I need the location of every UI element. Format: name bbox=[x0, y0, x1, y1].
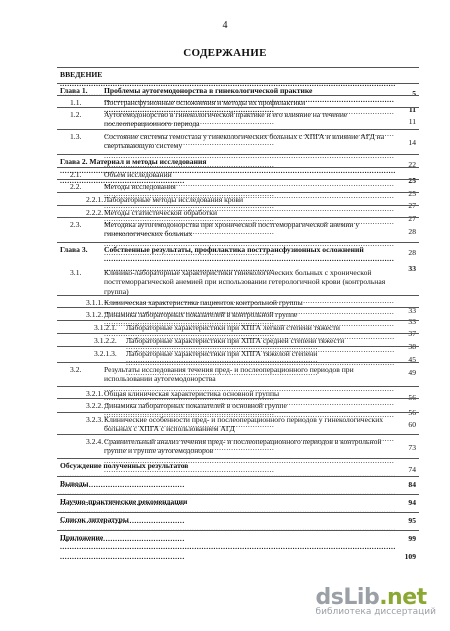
toc-entry-title: Объем исследований ..... bbox=[104, 170, 396, 198]
toc-entry-page: 28 bbox=[398, 227, 416, 236]
toc-entry-number: 2.2. bbox=[70, 182, 82, 191]
toc-entry-number: 2.2.2. bbox=[86, 208, 104, 217]
toc-entry-number: 3.2. bbox=[70, 365, 82, 374]
toc-entry-title: ВВЕДЕНИЕ ..... bbox=[60, 70, 396, 98]
toc-entry-title: Лабораторные методы исследования крови ..... bbox=[104, 195, 396, 223]
toc-entry-page: 14 bbox=[398, 138, 416, 147]
toc-entry-number: 2.2.1. bbox=[86, 195, 104, 204]
toc-entry-number: 3.1.1. bbox=[86, 298, 104, 307]
toc-entry-number: Глава 3. bbox=[60, 245, 88, 254]
toc-entry-page: 94 bbox=[398, 498, 416, 507]
toc-entry-title: Проблемы аутогемодонорства в гинекологической практике ..... bbox=[104, 86, 396, 114]
toc-entry-title: Результаты исследования течения пред- и послеоперационного периодов при использовании аутогемодонорства ..... bbox=[104, 365, 396, 403]
toc-entry-title: Собственные результаты, профилактика посттрансфузионных осложнений ..... bbox=[104, 245, 396, 273]
toc-entry-title: Динамика лабораторных показателей в основной группе ..... bbox=[104, 401, 396, 429]
toc-entry-title: Список литературы ..... bbox=[60, 515, 396, 543]
toc-entry-number: 3.2.1.3. bbox=[94, 349, 117, 358]
toc-entry-title: Глава 2. Материал и методы исследования ..... bbox=[60, 157, 396, 185]
toc-entry-page: 109 bbox=[398, 552, 416, 561]
toc-entry-title: Научно-практические рекомендации ..... bbox=[60, 497, 396, 525]
toc-entry-page: 27 bbox=[398, 214, 416, 223]
toc-entry-number: 3.2.1. bbox=[86, 389, 104, 398]
toc-entry-title: Аутогемодонорство в гинекологической практике и его влияние на течение послеоперационного периода ..... bbox=[104, 110, 396, 148]
toc-entry-number: 2.3. bbox=[70, 220, 82, 229]
toc-entry-number: 3.2.4. bbox=[86, 437, 104, 446]
toc-entry-number: 3.2.3. bbox=[86, 415, 104, 424]
dslib-watermark-logo: dsLib.net библиотека диссертаций bbox=[315, 585, 436, 617]
toc-entry-page: 56 bbox=[398, 408, 416, 417]
toc-entry-page: 22 bbox=[398, 160, 416, 169]
toc-entry[interactable] bbox=[60, 533, 416, 561]
toc-entry-title: Лабораторные характеристики при ХПГА средней степени тяжести ..... bbox=[126, 336, 396, 364]
toc-entry-number: 2.1. bbox=[70, 170, 82, 179]
toc-entry-title: Методика аутогемодонорства при хронической постгеморрагической анемии у гинекологических больных ..... bbox=[104, 220, 396, 258]
toc-entry-title: Клиническая характеристика пациенток контрольной группы ..... bbox=[104, 298, 396, 326]
toc-entry-number: 3.2.2. bbox=[86, 401, 104, 410]
toc-entry-title: Методы статистической обработки ..... bbox=[104, 208, 396, 236]
toc-entry-page: 33 bbox=[398, 306, 416, 315]
toc-entry-page: 28 bbox=[398, 248, 416, 257]
toc-entry-page: 56 bbox=[398, 393, 416, 402]
toc-entry-number: 3.1.2. bbox=[86, 310, 104, 319]
toc-entry-page: 27 bbox=[398, 201, 416, 210]
toc-entry-number: Глава 1. bbox=[60, 86, 88, 95]
toc-entry-page: 37 bbox=[398, 329, 416, 338]
toc-entry-title: Приложение ..... bbox=[60, 533, 396, 561]
toc-entry-page: 49 bbox=[398, 368, 416, 377]
toc-entry-page: 95 bbox=[398, 516, 416, 525]
toc-entry-page: 99 bbox=[398, 534, 416, 543]
toc-entry-title: Выводы ..... bbox=[60, 479, 396, 507]
toc-entry-page: 45 bbox=[398, 355, 416, 364]
toc-entry-title: Клинико-лабораторные характеристики гинекологических больных с хронической постгеморрагической анемией при использовании гетерологичной крови (контрольная группа) ..... bbox=[104, 268, 396, 315]
toc-entry-title: Методы исследования ..... bbox=[104, 182, 396, 210]
toc-entry-page: 33 bbox=[398, 264, 416, 273]
toc-entry-number: 1.1. bbox=[70, 98, 82, 107]
toc-entry-page: 11 bbox=[398, 105, 416, 114]
toc-entry-page: 5 bbox=[398, 89, 416, 98]
toc-entry-page: 84 bbox=[398, 480, 416, 489]
toc-entry-title: Общая клиническая характеристика основной группы ..... bbox=[104, 389, 396, 417]
toc-entry-title: Сравнительный анализ течения пред- и послеоперационного периодов в контрольной группе и группе аутогемодоноров ..... bbox=[104, 437, 396, 475]
toc-entry-page: 11 bbox=[398, 117, 416, 126]
toc-entry-page: 25 bbox=[398, 189, 416, 198]
toc-entry-title: Посттрансфузионные осложнения и методы их профилактики ..... bbox=[104, 98, 396, 126]
toc-entry-title: Клинические особенности пред- и послеоперационного периодов у гинекологических больных с ХПГА с использованием АГД ..... bbox=[104, 415, 396, 453]
toc-entry-title: Динамика лабораторных показателей в контрольной группе ..... bbox=[104, 310, 396, 338]
toc-heading: СОДЕРЖАНИЕ bbox=[183, 47, 267, 59]
toc-entry-number: 3.1. bbox=[70, 268, 82, 277]
toc-entry-page: 25 bbox=[398, 176, 416, 185]
toc-entry-title: Состояние системы гемостаза у гинекологических больных с ХПГА и влияние АГД на свертывающую систему ..... bbox=[104, 132, 396, 170]
toc-entry-title: Лабораторные характеристики при ХПГА легкой степени тяжести ..... bbox=[126, 323, 396, 351]
toc-entry-page: 38 bbox=[398, 342, 416, 351]
toc-entry-page: 60 bbox=[398, 420, 416, 429]
page-number: 4 bbox=[222, 20, 228, 31]
toc-entry-page: 73 bbox=[398, 443, 416, 452]
toc-entry-number: 1.2. bbox=[70, 110, 82, 119]
toc-entry-number: 3.1.2.1. bbox=[94, 323, 117, 332]
toc-entry-number: 3.1.2.2. bbox=[94, 336, 117, 345]
toc-entry-title: Обсуждение полученных результатов ..... bbox=[60, 461, 396, 489]
toc-entry-title: Лабораторные характеристики при ХПГА тяжелой степени ..... bbox=[126, 349, 396, 377]
toc-entry-page: 33 bbox=[398, 317, 416, 326]
toc-entry-number: 1.3. bbox=[70, 132, 82, 141]
toc-entry-page: 74 bbox=[398, 465, 416, 474]
